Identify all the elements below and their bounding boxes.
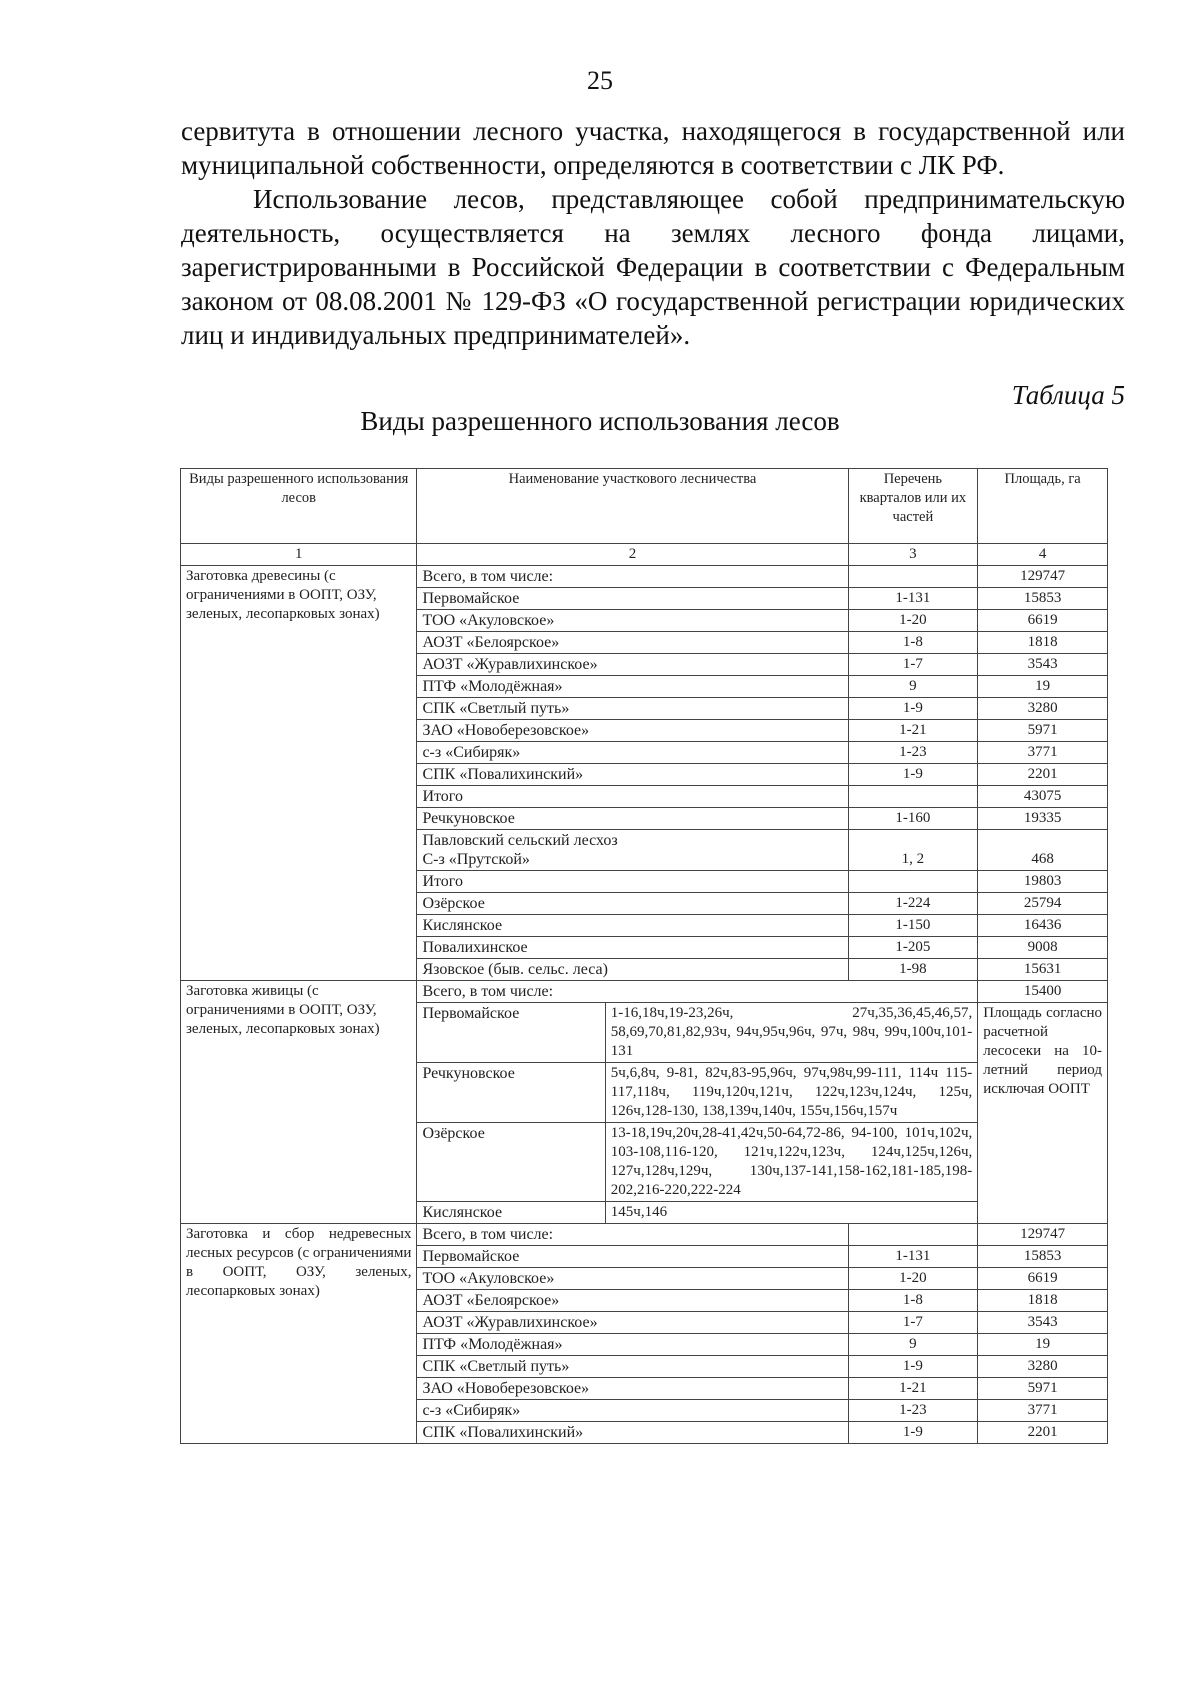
area-note-cell: Площадь согласно расчетной лесосеки на 10-летний период исключая ООПТ (978, 1003, 1108, 1224)
area-cell: 468 (978, 830, 1108, 871)
forestry-name: ТОО «Акуловское» (417, 610, 848, 632)
area-cell: 5971 (978, 1378, 1108, 1400)
forestry-name: АОЗТ «Журавлихинское» (417, 654, 848, 676)
header-cell: Перечень кварталов или их частей (848, 469, 978, 544)
area-cell: 129747 (978, 566, 1108, 588)
area-cell: 19335 (978, 808, 1108, 830)
forestry-name: Первомайское (417, 588, 848, 610)
area-cell: 3280 (978, 698, 1108, 720)
area-cell: 6619 (978, 610, 1108, 632)
area-cell: 3543 (978, 1312, 1108, 1334)
forestry-name: Озёрское (417, 1123, 605, 1202)
forestry-name: Первомайское (417, 1003, 605, 1063)
column-number: 3 (848, 544, 978, 566)
header-cell: Площадь, га (978, 469, 1108, 544)
forestry-name-line: Павловский сельский лесхоз (422, 832, 618, 849)
forestry-name: АОЗТ «Журавлихинское» (417, 1312, 848, 1334)
area-cell: 5971 (978, 720, 1108, 742)
quarters-cell: 1-224 (848, 893, 978, 915)
quarters-cell (848, 566, 978, 588)
table-row (181, 1224, 1108, 1246)
paragraph: Использование лесов, представляющее собой предпринимательскую деятельность, осуществляется на землях лесного фонда лицами, зарегистрированными в Российской Федерации в соответствии с Федеральным законом от 08.08.2001 № 129-ФЗ «О государственной регистрации юридических лиц и индивидуальных предпринимателей». (181, 184, 1125, 350)
forestry-name: ТОО «Акуловское» (417, 1268, 848, 1290)
quarters-cell: 1-98 (848, 959, 978, 981)
quarters-cell: 1-20 (848, 610, 978, 632)
quarters-cell: 1-9 (848, 698, 978, 720)
quarters-cell: 5ч,6,8ч, 9-81, 82ч,83-95,96ч, 97ч,98ч,99-111, 114ч 115-117,118ч, 119ч,120ч,121ч, 122ч,123ч,124ч, 125ч, 126ч,128-130, 138,139ч,140ч, 155ч,156ч,157ч (605, 1063, 977, 1123)
forestry-name: СПК «Повалихинский» (417, 1422, 848, 1444)
area-cell: 2201 (978, 1422, 1108, 1444)
forestry-name: ЗАО «Новоберезовское» (417, 1378, 848, 1400)
quarters-cell: 9 (848, 1334, 978, 1356)
quarters-cell: 1-23 (848, 742, 978, 764)
quarters-cell (848, 1224, 978, 1246)
quarters-cell (848, 786, 978, 808)
table-header-row (181, 469, 1108, 544)
column-number: 1 (181, 544, 417, 566)
forestry-name: с-з «Сибиряк» (417, 1400, 848, 1422)
quarters-cell: 1-9 (848, 1422, 978, 1444)
quarters-cell: 1-8 (848, 632, 978, 654)
table-row (181, 981, 1108, 1003)
body-text (181, 114, 1125, 352)
table-title: Виды разрешенного использования лесов (360, 406, 840, 436)
forestry-name: ЗАО «Новоберезовское» (417, 720, 848, 742)
area-cell: 3771 (978, 1400, 1108, 1422)
area-cell: 15631 (978, 959, 1108, 981)
forestry-name (417, 830, 848, 871)
forestry-name: СПК «Светлый путь» (417, 1356, 848, 1378)
forestry-name: СПК «Светлый путь» (417, 698, 848, 720)
area-cell: 43075 (978, 786, 1108, 808)
area-cell: 129747 (978, 1224, 1108, 1246)
table-label: Таблица 5 (1011, 380, 1125, 410)
column-number: 4 (978, 544, 1108, 566)
forestry-name: Всего, в том числе: (417, 566, 848, 588)
forestry-name: Речкуновское (417, 808, 848, 830)
area-cell: 15853 (978, 588, 1108, 610)
quarters-cell: 1-21 (848, 1378, 978, 1400)
quarters-cell: 9 (848, 676, 978, 698)
quarters-cell: 1-9 (848, 764, 978, 786)
forestry-name: Всего, в том числе: (417, 1224, 848, 1246)
area-cell: 15400 (978, 981, 1108, 1003)
paragraph: сервитута в отношении лесного участка, находящегося в государственной или муниципальной собственности, определяются в соответствии с ЛК РФ. (181, 116, 1125, 180)
use-type-cell: Заготовка древесины (с ограничениями в ООПТ, ОЗУ, зеленых, лесопарковых зонах) (181, 566, 417, 981)
quarters-cell: 13-18,19ч,20ч,28-41,42ч,50-64,72-86, 94-100, 101ч,102ч, 103-108,116-120, 121ч,122ч,123ч, 124ч,125ч,126ч, 127ч,128ч,129ч, 130ч,137-141,158-162,181-185,198-202,216-220,222-224 (605, 1123, 977, 1202)
forestry-name: Кислянское (417, 1202, 605, 1224)
quarters-cell: 1-7 (848, 1312, 978, 1334)
quarters-cell: 145ч,146 (605, 1202, 977, 1224)
forestry-name: ПТФ «Молодёжная» (417, 1334, 848, 1356)
quarters-cell: 1-9 (848, 1356, 978, 1378)
forestry-name: АОЗТ «Белоярское» (417, 632, 848, 654)
area-cell: 3543 (978, 654, 1108, 676)
forestry-name: АОЗТ «Белоярское» (417, 1290, 848, 1312)
page-number: 25 (587, 66, 613, 95)
column-number-row (181, 544, 1108, 566)
area-cell: 19 (978, 1334, 1108, 1356)
area-cell: 9008 (978, 937, 1108, 959)
area-cell: 25794 (978, 893, 1108, 915)
area-cell: 3771 (978, 742, 1108, 764)
area-cell: 2201 (978, 764, 1108, 786)
column-number: 2 (417, 544, 848, 566)
area-cell: 19 (978, 676, 1108, 698)
quarters-cell: 1, 2 (848, 830, 978, 871)
forestry-name: Речкуновское (417, 1063, 605, 1123)
quarters-cell: 1-131 (848, 1246, 978, 1268)
forestry-name: Озёрское (417, 893, 848, 915)
area-cell: 6619 (978, 1268, 1108, 1290)
area-cell: 3280 (978, 1356, 1108, 1378)
forestry-name: с-з «Сибиряк» (417, 742, 848, 764)
forestry-name: Первомайское (417, 1246, 848, 1268)
use-type-cell: Заготовка живицы (с ограничениями в ООПТ, ОЗУ, зеленых, лесопарковых зонах) (181, 981, 417, 1224)
forest-use-table (180, 468, 1108, 1444)
quarters-cell: 1-23 (848, 1400, 978, 1422)
forestry-name: Всего, в том числе: (417, 981, 978, 1003)
quarters-cell: 1-7 (848, 654, 978, 676)
quarters-cell: 1-20 (848, 1268, 978, 1290)
header-cell: Виды разрешенного использования лесов (181, 469, 417, 544)
forestry-name: Итого (417, 871, 848, 893)
quarters-cell: 1-8 (848, 1290, 978, 1312)
table-row (181, 566, 1108, 588)
quarters-cell: 1-16,18ч,19-23,26ч, 27ч,35,36,45,46,57, 58,69,70,81,82,93ч, 94ч,95ч,96ч, 97ч, 98ч, 99ч,100ч,101-131 (605, 1003, 977, 1063)
forestry-name: Кислянское (417, 915, 848, 937)
area-cell: 19803 (978, 871, 1108, 893)
forestry-name: Язовское (быв. сельс. леса) (417, 959, 848, 981)
quarters-cell: 1-21 (848, 720, 978, 742)
quarters-cell: 1-131 (848, 588, 978, 610)
quarters-cell: 1-150 (848, 915, 978, 937)
use-type-cell: Заготовка и сбор недревесных лесных ресурсов (с ограничениями в ООПТ, ОЗУ, зеленых, лесопарковых зонах) (181, 1224, 417, 1444)
forestry-name: ПТФ «Молодёжная» (417, 676, 848, 698)
area-cell: 15853 (978, 1246, 1108, 1268)
quarters-cell (848, 871, 978, 893)
forestry-name-line: С-з «Прутской» (422, 851, 530, 868)
quarters-cell: 1-205 (848, 937, 978, 959)
header-cell: Наименование участкового лесничества (417, 469, 848, 544)
area-cell: 1818 (978, 1290, 1108, 1312)
quarters-cell: 1-160 (848, 808, 978, 830)
area-cell: 1818 (978, 632, 1108, 654)
forestry-name: Повалихинское (417, 937, 848, 959)
forestry-name: СПК «Повалихинский» (417, 764, 848, 786)
forestry-name: Итого (417, 786, 848, 808)
area-cell: 16436 (978, 915, 1108, 937)
